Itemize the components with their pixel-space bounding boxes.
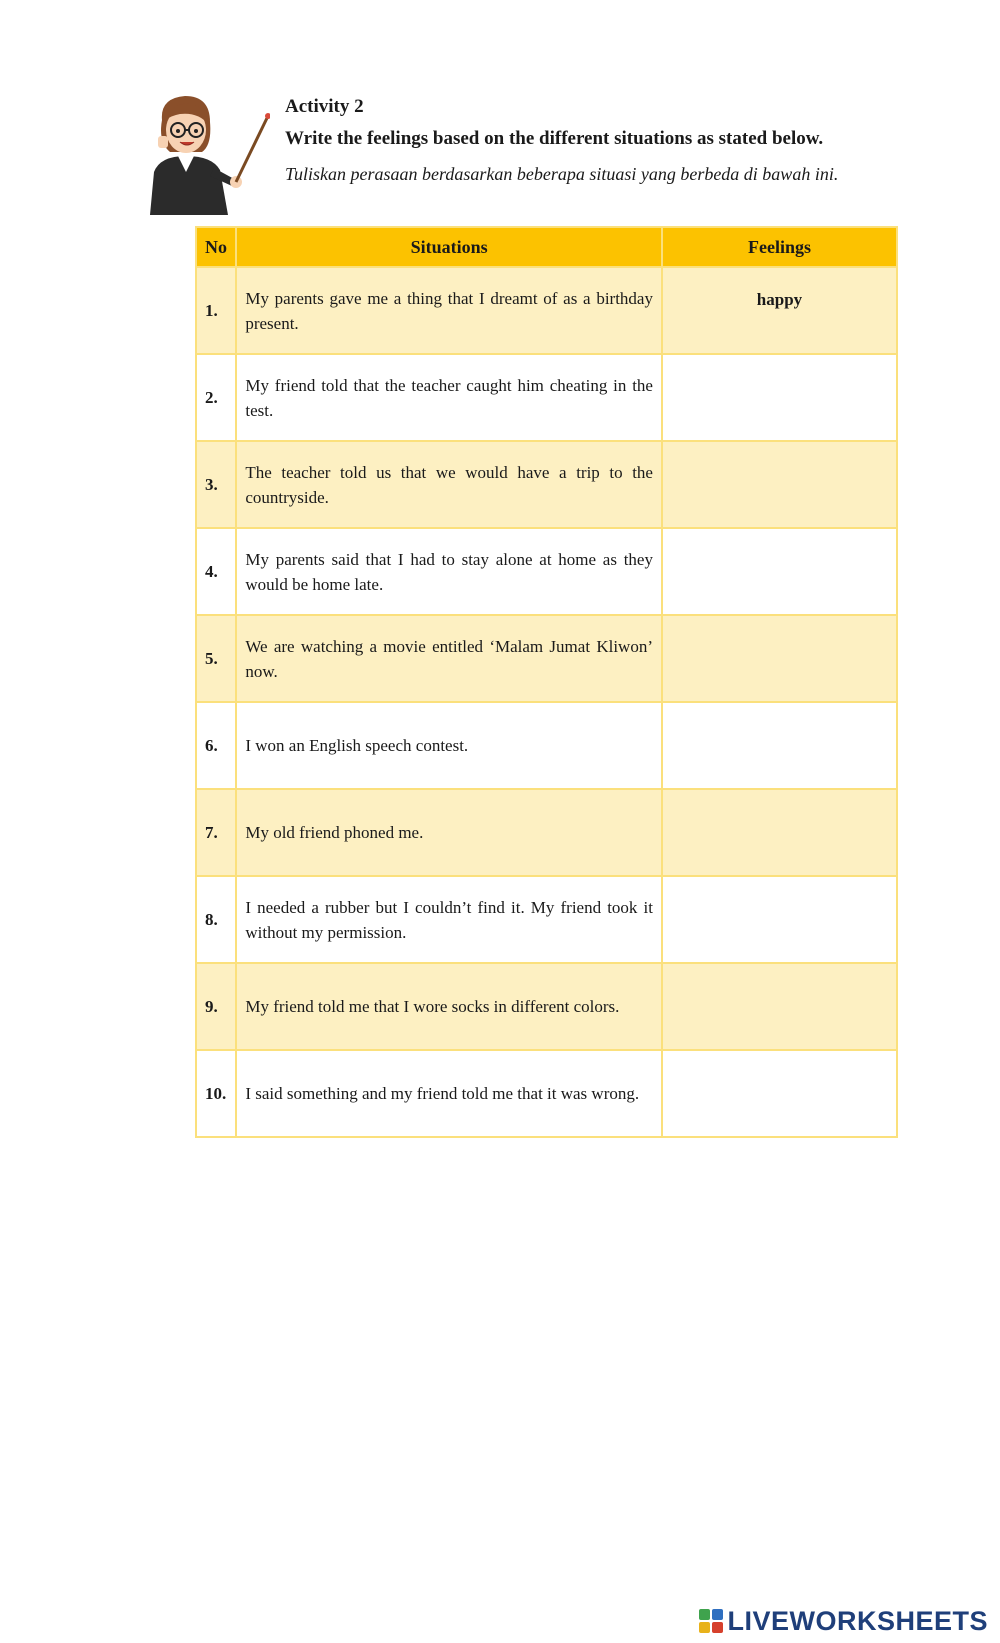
table-header-row xyxy=(196,227,897,267)
situation-text: The teacher told us that we would have a trip to the countryside. xyxy=(236,441,662,528)
feeling-answer-field[interactable] xyxy=(662,1050,897,1137)
situation-text: My friend told that the teacher caught him cheating in the test. xyxy=(236,354,662,441)
feeling-answer-field[interactable] xyxy=(662,963,897,1050)
activity-header xyxy=(140,90,900,215)
row-number: 5. xyxy=(196,615,236,702)
row-number: 6. xyxy=(196,702,236,789)
header-feelings: Feelings xyxy=(662,227,897,267)
row-number: 4. xyxy=(196,528,236,615)
situation-text: We are watching a movie entitled ‘Malam Jumat Kliwon’ now. xyxy=(236,615,662,702)
instruction-english: Write the feelings based on the different situations as stated below. xyxy=(285,128,824,149)
row-number: 7. xyxy=(196,789,236,876)
feeling-answer-field[interactable] xyxy=(662,702,897,789)
feeling-answer-field[interactable] xyxy=(662,441,897,528)
row-number: 1. xyxy=(196,267,236,354)
header-no: No xyxy=(196,227,236,267)
row-number: 3. xyxy=(196,441,236,528)
liveworksheets-logo-icon xyxy=(699,1609,723,1633)
row-number: 10. xyxy=(196,1050,236,1137)
feeling-answer-field[interactable]: happy xyxy=(662,267,897,354)
table-row xyxy=(196,615,897,702)
table-row xyxy=(196,354,897,441)
table-row xyxy=(196,789,897,876)
situation-text: My parents gave me a thing that I dreamt of as a birthday present. xyxy=(236,267,662,354)
instruction-malay: Tuliskan perasaan berdasarkan beberapa situasi yang berbeda di bawah ini. xyxy=(285,164,839,184)
table-row xyxy=(196,963,897,1050)
feeling-answer-field[interactable] xyxy=(662,789,897,876)
row-number: 9. xyxy=(196,963,236,1050)
liveworksheets-brand xyxy=(699,1605,988,1637)
row-number: 2. xyxy=(196,354,236,441)
row-number: 8. xyxy=(196,876,236,963)
table-row xyxy=(196,441,897,528)
situation-text: My parents said that I had to stay alone at home as they would be home late. xyxy=(236,528,662,615)
situation-text: I won an English speech contest. xyxy=(236,702,662,789)
situation-text: My old friend phoned me. xyxy=(236,789,662,876)
teacher-with-pointer-icon xyxy=(140,90,270,215)
situation-text: I said something and my friend told me that it was wrong. xyxy=(236,1050,662,1137)
feeling-answer-field[interactable] xyxy=(662,354,897,441)
table-row xyxy=(196,702,897,789)
activity-title: Activity 2 xyxy=(285,96,364,117)
situation-text: I needed a rubber but I couldn’t find it. My friend took it without my permission. xyxy=(236,876,662,963)
situation-text: My friend told me that I wore socks in different colors. xyxy=(236,963,662,1050)
header-situations: Situations xyxy=(236,227,662,267)
brand-name: LIVEWORKSHEETS xyxy=(727,1605,988,1636)
feeling-answer-field[interactable] xyxy=(662,615,897,702)
heading-text-block xyxy=(285,96,905,185)
table-row xyxy=(196,1050,897,1137)
feelings-table xyxy=(195,226,898,1138)
feeling-answer-field[interactable] xyxy=(662,528,897,615)
feeling-answer-field[interactable] xyxy=(662,876,897,963)
table-row xyxy=(196,267,897,354)
table-row xyxy=(196,876,897,963)
table-row xyxy=(196,528,897,615)
